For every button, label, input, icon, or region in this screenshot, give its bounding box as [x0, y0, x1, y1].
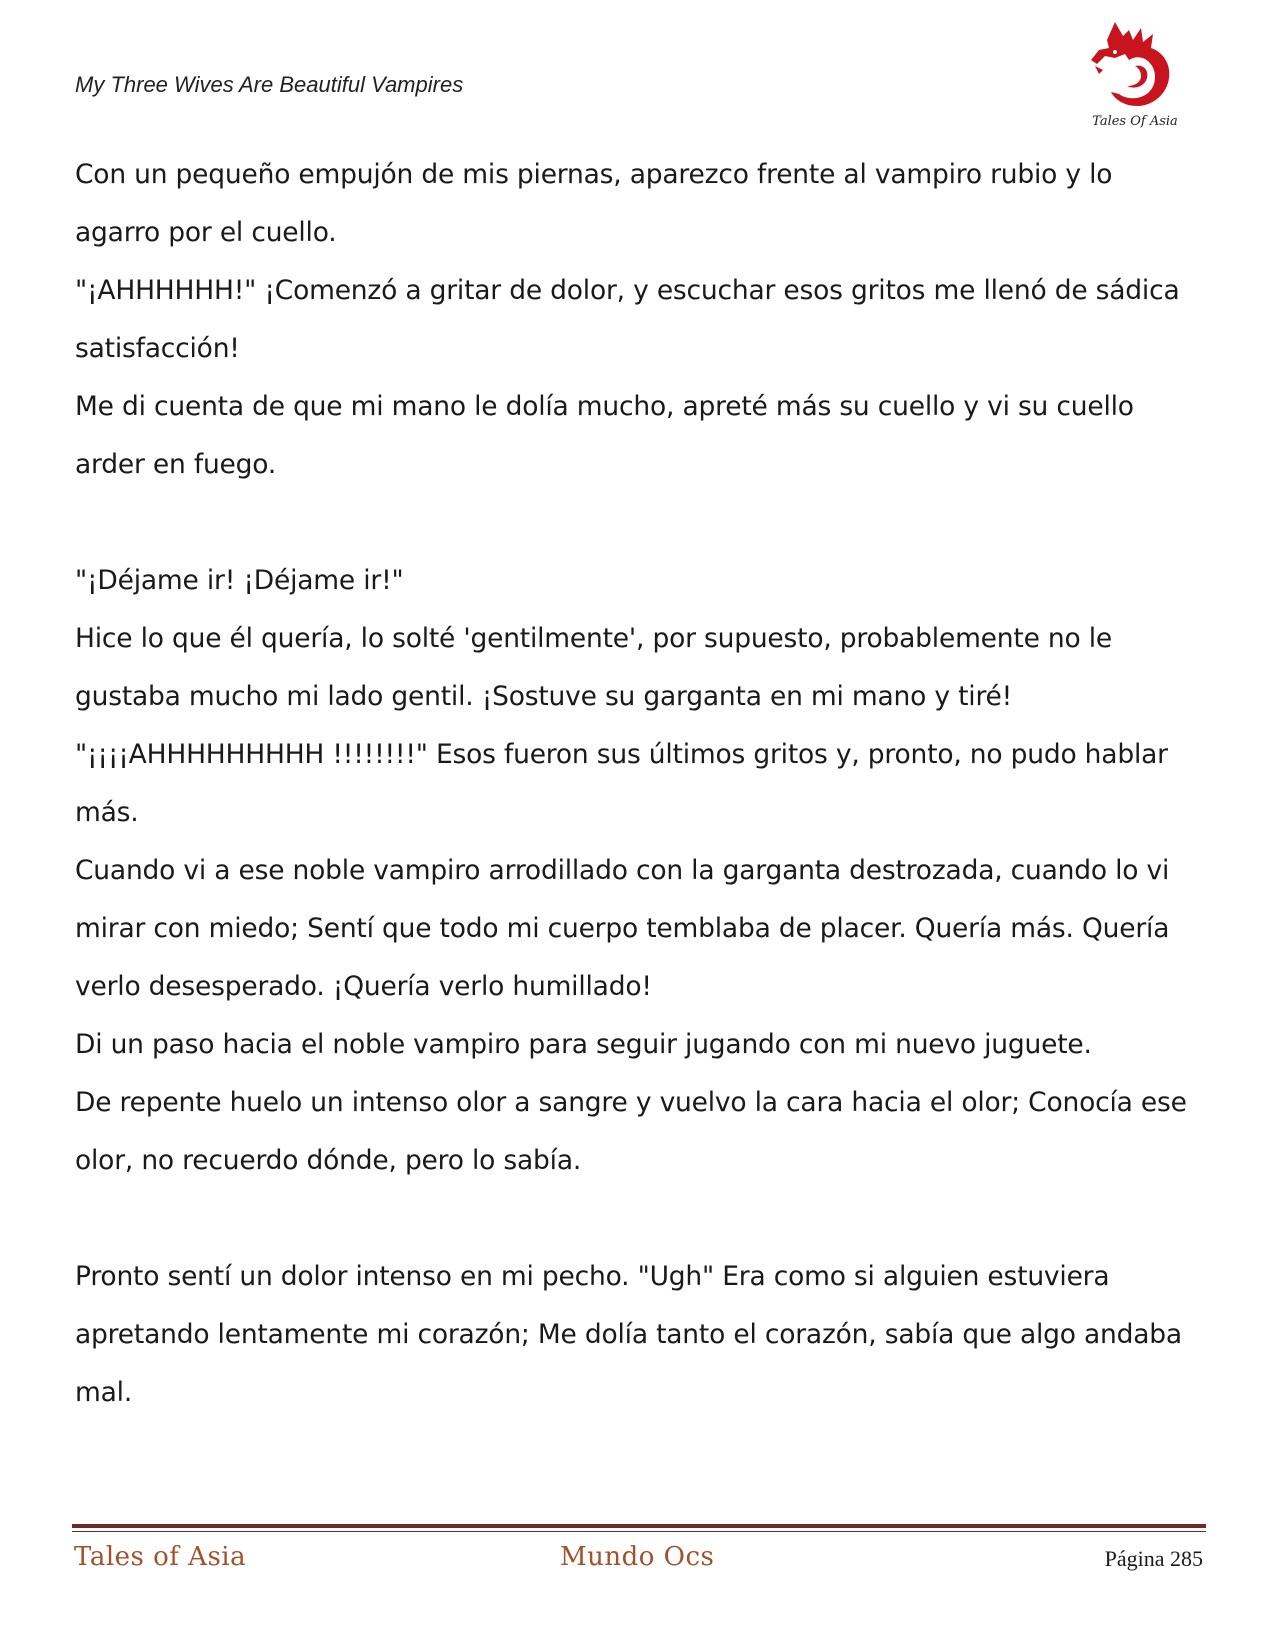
- page-number: Página 285: [1104, 1546, 1203, 1571]
- book-title: My Three Wives Are Beautiful Vampires: [75, 72, 464, 97]
- logo-caption: Tales Of Asia: [1092, 114, 1178, 129]
- paragraph: Pronto sentí un dolor intenso en mi pecho. "Ugh" Era como si alguien estuviera apretando lentamente mi corazón; Me dolía tanto el corazón, sabía que algo andaba mal.: [75, 1261, 1182, 1408]
- paragraph: Con un pequeño empujón de mis piernas, aparezco frente al vampiro rubio y lo agarro por el cuello.: [75, 159, 1113, 248]
- paragraph: De repente huelo un intenso olor a sangre y vuelvo la cara hacia el olor; Conocía ese olor, no recuerdo dónde, pero lo sabía.: [75, 1087, 1187, 1176]
- paragraph: "¡Déjame ir! ¡Déjame ir!": [75, 565, 404, 596]
- paragraph-blank: [75, 1190, 1200, 1248]
- footer-translator: Mundo Ocs: [560, 1542, 715, 1572]
- paragraph: Me di cuenta de que mi mano le dolía mucho, apreté más su cuello y vi su cuello arder en fuego.: [75, 391, 1134, 480]
- paragraph: Hice lo que él quería, lo solté 'gentilmente', por supuesto, probablemente no le gustaba mucho mi lado gentil. ¡Sostuve su garganta en mi mano y tiré!: [75, 623, 1112, 712]
- footer-divider-thin: [72, 1531, 1206, 1532]
- paragraph: Di un paso hacia el noble vampiro para seguir jugando con mi nuevo juguete.: [75, 1029, 1092, 1060]
- paragraph-blank: [75, 494, 1200, 552]
- footer-divider: [72, 1524, 1206, 1528]
- paragraph: Cuando vi a ese noble vampiro arrodillado con la garganta destrozada, cuando lo vi mirar con miedo; Sentí que todo mi cuerpo temblaba de placer. Quería más. Quería verlo desesperado. ¡Quería verlo humillado!: [75, 855, 1170, 1002]
- paragraph: "¡AHHHHHH!" ¡Comenzó a gritar de dolor, y escuchar esos gritos me llenó de sádica satisfacción!: [75, 275, 1180, 364]
- chapter-body: [75, 146, 1200, 1422]
- paragraph: "¡¡¡¡AHHHHHHHHH !!!!!!!!" Esos fueron sus últimos gritos y, pronto, no pudo hablar más.: [75, 739, 1168, 828]
- red-dragon-logo-icon: [1085, 14, 1185, 136]
- footer-publisher: Tales of Asia: [74, 1542, 247, 1572]
